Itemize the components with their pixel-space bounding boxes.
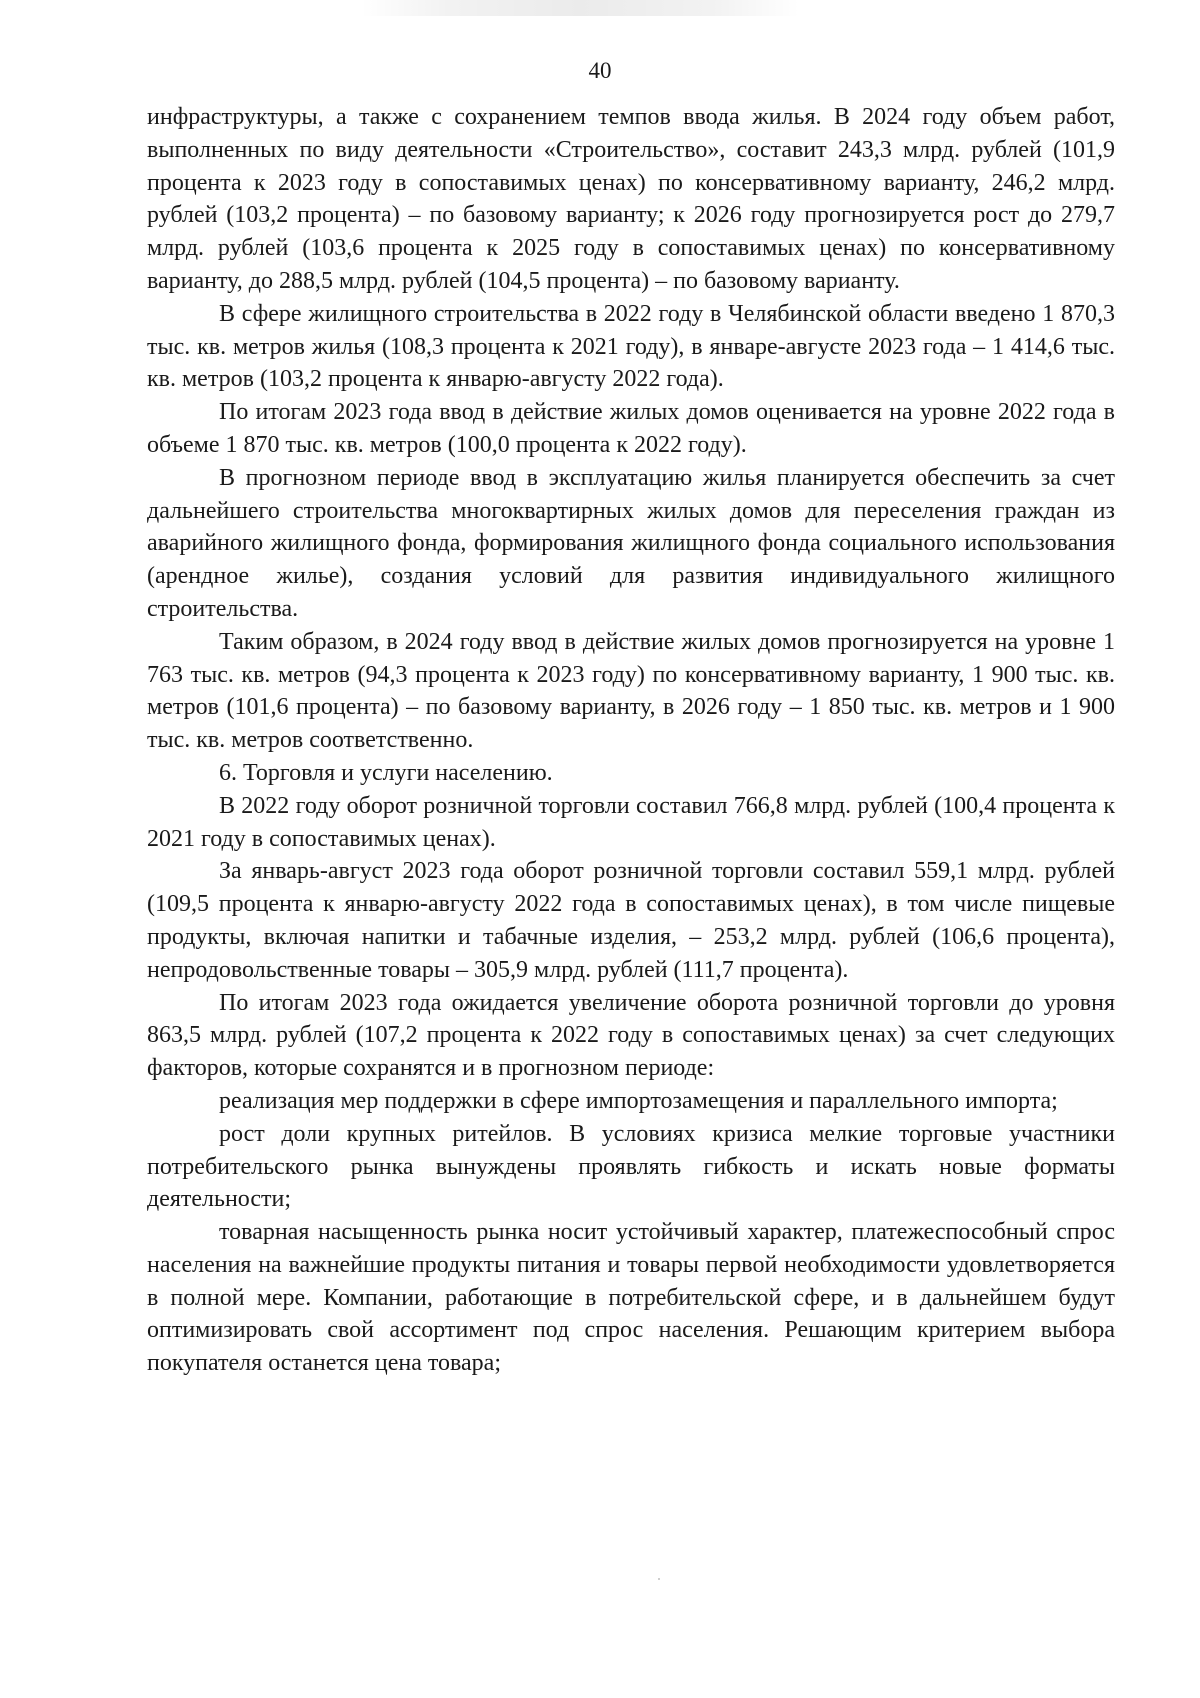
paragraph-retail-2022: В 2022 году оборот розничной торговли составил 766,8 млрд. рублей (100,4 процента к 2021 году в сопоставимых ценах). <box>147 792 1115 852</box>
paragraph-retail-2023-estimate: По итогам 2023 года ожидается увеличение оборота розничной торговли до уровня 863,5 млрд. рублей (107,2 процента к 2022 году в сопоставимых ценах) за счет следующих факторов, которые сохранятся и в прогнозном периоде: <box>147 989 1115 1082</box>
paragraph-construction-volume: инфраструктуры, а также с сохранением темпов ввода жилья. В 2024 году объем работ, выполненных по виду деятельности «Строительство», составит 243,3 млрд. рублей (101,9 процента к 2023 году в сопоставимых ценах) по консервативному варианту, 246,2 млрд. рублей (103,2 процента) – по базовому варианту; к 2026 году прогнозируется рост до 279,7 млрд. рублей (103,6 процента к 2025 году в сопоставимых ценах) по консервативному варианту, до 288,5 млрд. рублей (104,5 процента) – по базовому варианту. <box>147 104 1115 294</box>
document-body <box>147 101 1115 1380</box>
paragraph-retail-jan-aug-2023: За январь-август 2023 года оборот розничной торговли составил 559,1 млрд. рублей (109,5 процента к январю-августу 2022 года в сопоставимых ценах), в том числе пищевые продукты, включая напитки и табачные изделия, – 253,2 млрд. рублей (106,6 процента), непродовольственные товары – 305,9 млрд. рублей (111,7 процента). <box>147 858 1115 983</box>
paragraph-housing-2022: В сфере жилищного строительства в 2022 году в Челябинской области введено 1 870,3 тыс. кв. метров жилья (108,3 процента к 2021 году), в январе-августе 2023 года – 1 414,6 тыс. кв. метров (103,2 процента к январю-августу 2022 года). <box>147 300 1115 393</box>
paragraph-housing-2023-estimate: По итогам 2023 года ввод в действие жилых домов оценивается на уровне 2022 года в объеме 1 870 тыс. кв. метров (100,0 процента к 2022 году). <box>147 399 1115 458</box>
paragraph-housing-forecast-sources: В прогнозном периоде ввод в эксплуатацию жилья планируется обеспечить за счет дальнейшего строительства многоквартирных жилых домов для переселения граждан из аварийного жилищного фонда, формирования жилищного фонда социального использования (арендное жилье), создания условий для развития индивидуального жилищного строительства. <box>147 464 1115 622</box>
list-item-large-retailers: рост доли крупных ритейлов. В условиях кризиса мелкие торговые участники потребительского рынка вынуждены проявлять гибкость и искать новые форматы деятельности; <box>147 1120 1115 1213</box>
section-heading-trade: 6. Торговля и услуги населению. <box>219 759 553 786</box>
scan-artifact <box>360 0 800 16</box>
page-number: 40 <box>588 58 612 83</box>
scan-speck <box>658 1578 660 1580</box>
list-item-import-substitution: реализация мер поддержки в сфере импортозамещения и параллельного импорта; <box>219 1087 1058 1114</box>
list-item-market-saturation: товарная насыщенность рынка носит устойчивый характер, платежеспособный спрос населения на важнейшие продукты питания и товары первой необходимости удовлетворяется в полной мере. Компании, работающие в потребительской сфере, и в дальнейшем будут оптимизировать свой ассортимент под спрос населения. Решающим критерием выбора покупателя останется цена товара; <box>147 1219 1115 1377</box>
paragraph-housing-forecast-values: Таким образом, в 2024 году ввод в действие жилых домов прогнозируется на уровне 1 763 тыс. кв. метров (94,3 процента к 2023 году) по консервативному варианту, 1 900 тыс. кв. метров (101,6 процента) – по базовому варианту, в 2026 году – 1 850 тыс. кв. метров и 1 900 тыс. кв. метров соответственно. <box>147 628 1115 754</box>
